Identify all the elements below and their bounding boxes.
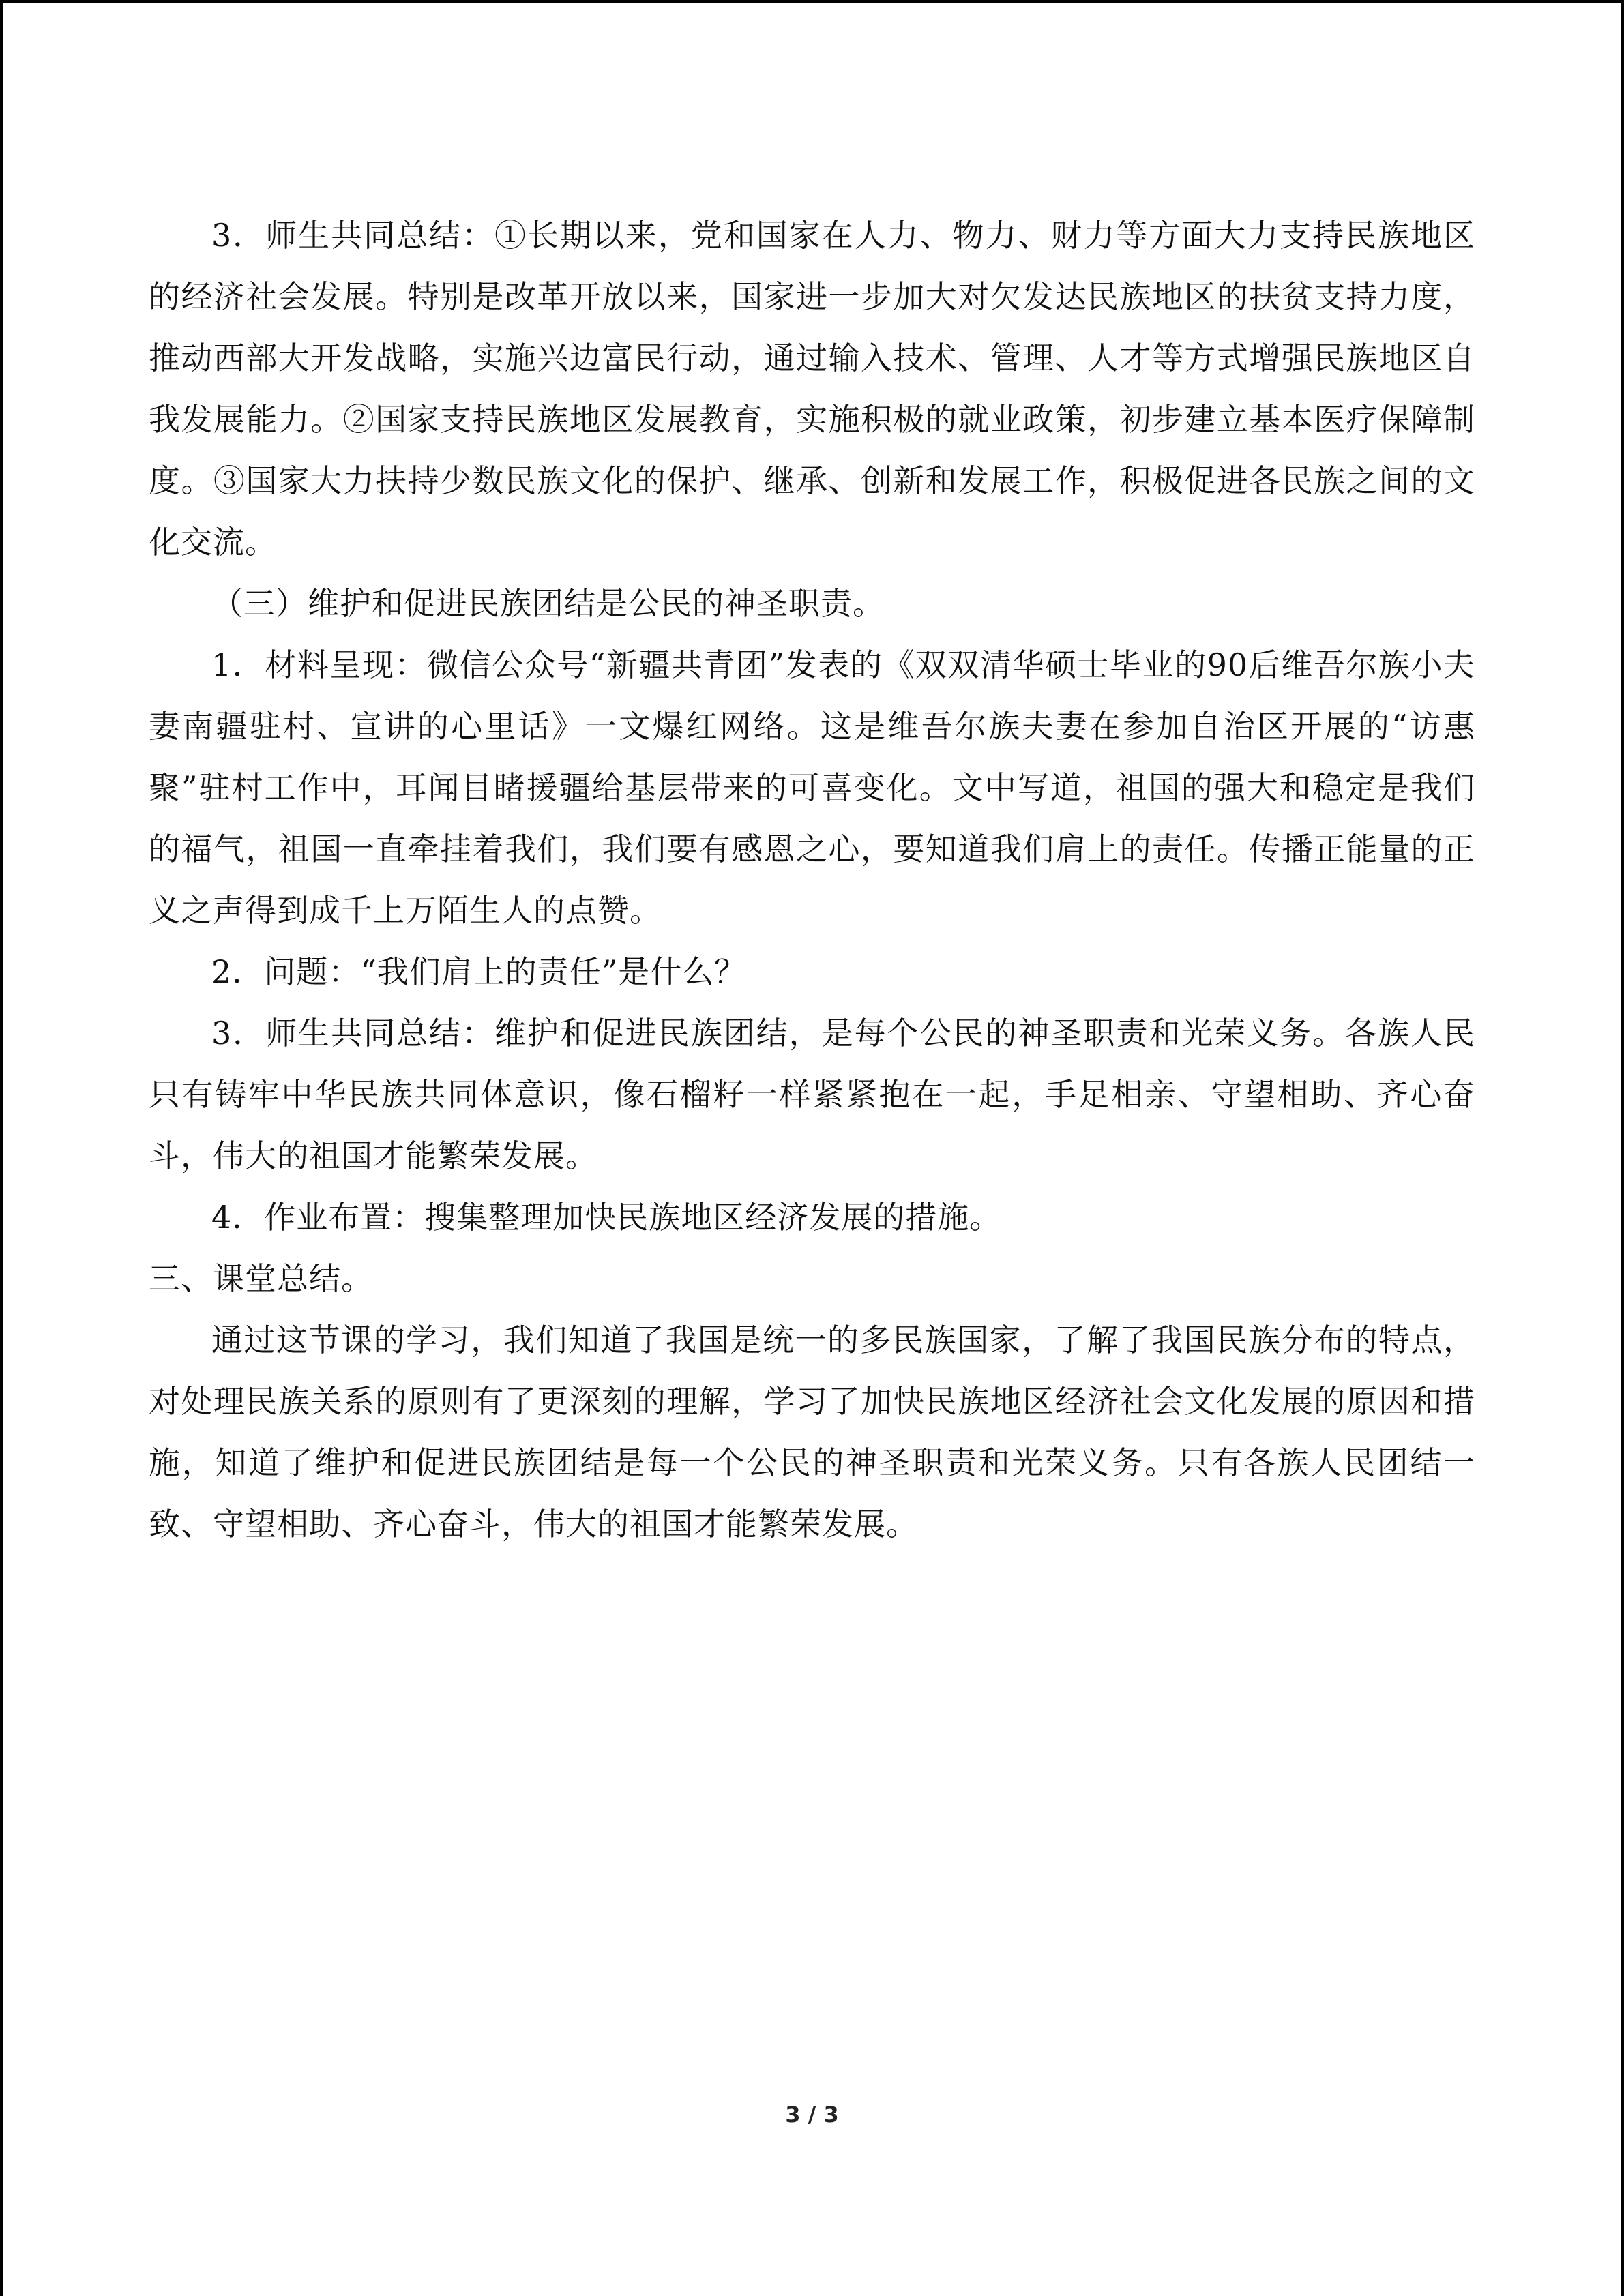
paragraph-summary-support-measures: 3．师生共同总结：①长期以来，党和国家在人力、物力、财力等方面大力支持民族地区的经济社会发展。特别是改革开放以来，国家进一步加大对欠发达民族地区的扶贫支持力度，推动西部大开发战略，实施兴边富民行动，通过输入技术、管理、人才等方式增强民族地区自我发展能力。②国家支持民族地区发展教育，实施积极的就业政策，初步建立基本医疗保障制度。③国家大力扶持少数民族文化的保护、继承、创新和发展工作，积极促进各民族之间的文化交流。 [149,217,1475,561]
document-body [149,205,1475,1555]
page-number: 3 / 3 [785,2102,839,2128]
paragraph-material-presentation: 1．材料呈现：微信公众号“新疆共青团”发表的《双双清华硕士毕业的90后维吾尔族小夫妻南疆驻村、宣讲的心里话》一文爆红网络。这是维吾尔族夫妻在参加自治区开展的“访惠聚”驻村工作中，耳闻目睹援疆给基层带来的可喜变化。文中写道，祖国的强大和稳定是我们的福气，祖国一直牵挂着我们，我们要有感恩之心，要知道我们肩上的责任。传播正能量的正义之声得到成千上万陌生人的点赞。 [149,646,1475,929]
paragraph-class-summary: 通过这节课的学习，我们知道了我国是统一的多民族国家，了解了我国民族分布的特点，对处理民族关系的原则有了更深刻的理解，学习了加快民族地区经济社会文化发展的原因和措施，知道了维护和促进民族团结是每一个公民的神圣职责和光荣义务。只有各族人民团结一致、守望相助、齐心奋斗，伟大的祖国才能繁荣发展。 [149,1322,1475,1542]
paragraph-homework: 4．作业布置：搜集整理加快民族地区经济发展的措施。 [211,1199,1002,1236]
section-heading-class-summary: 三、课堂总结。 [149,1260,373,1297]
section-heading-unity-duty: （三）维护和促进民族团结是公民的神圣职责。 [211,585,885,622]
paragraph-question: 2．问题：“我们肩上的责任”是什么？ [211,953,747,990]
paragraph-summary-unity: 3．师生共同总结：维护和促进民族团结，是每个公民的神圣职责和光荣义务。各族人民只有铸牢中华民族共同体意识，像石榴籽一样紧紧抱在一起，手足相亲、守望相助、齐心奋斗，伟大的祖国才能繁荣发展。 [149,1015,1475,1174]
